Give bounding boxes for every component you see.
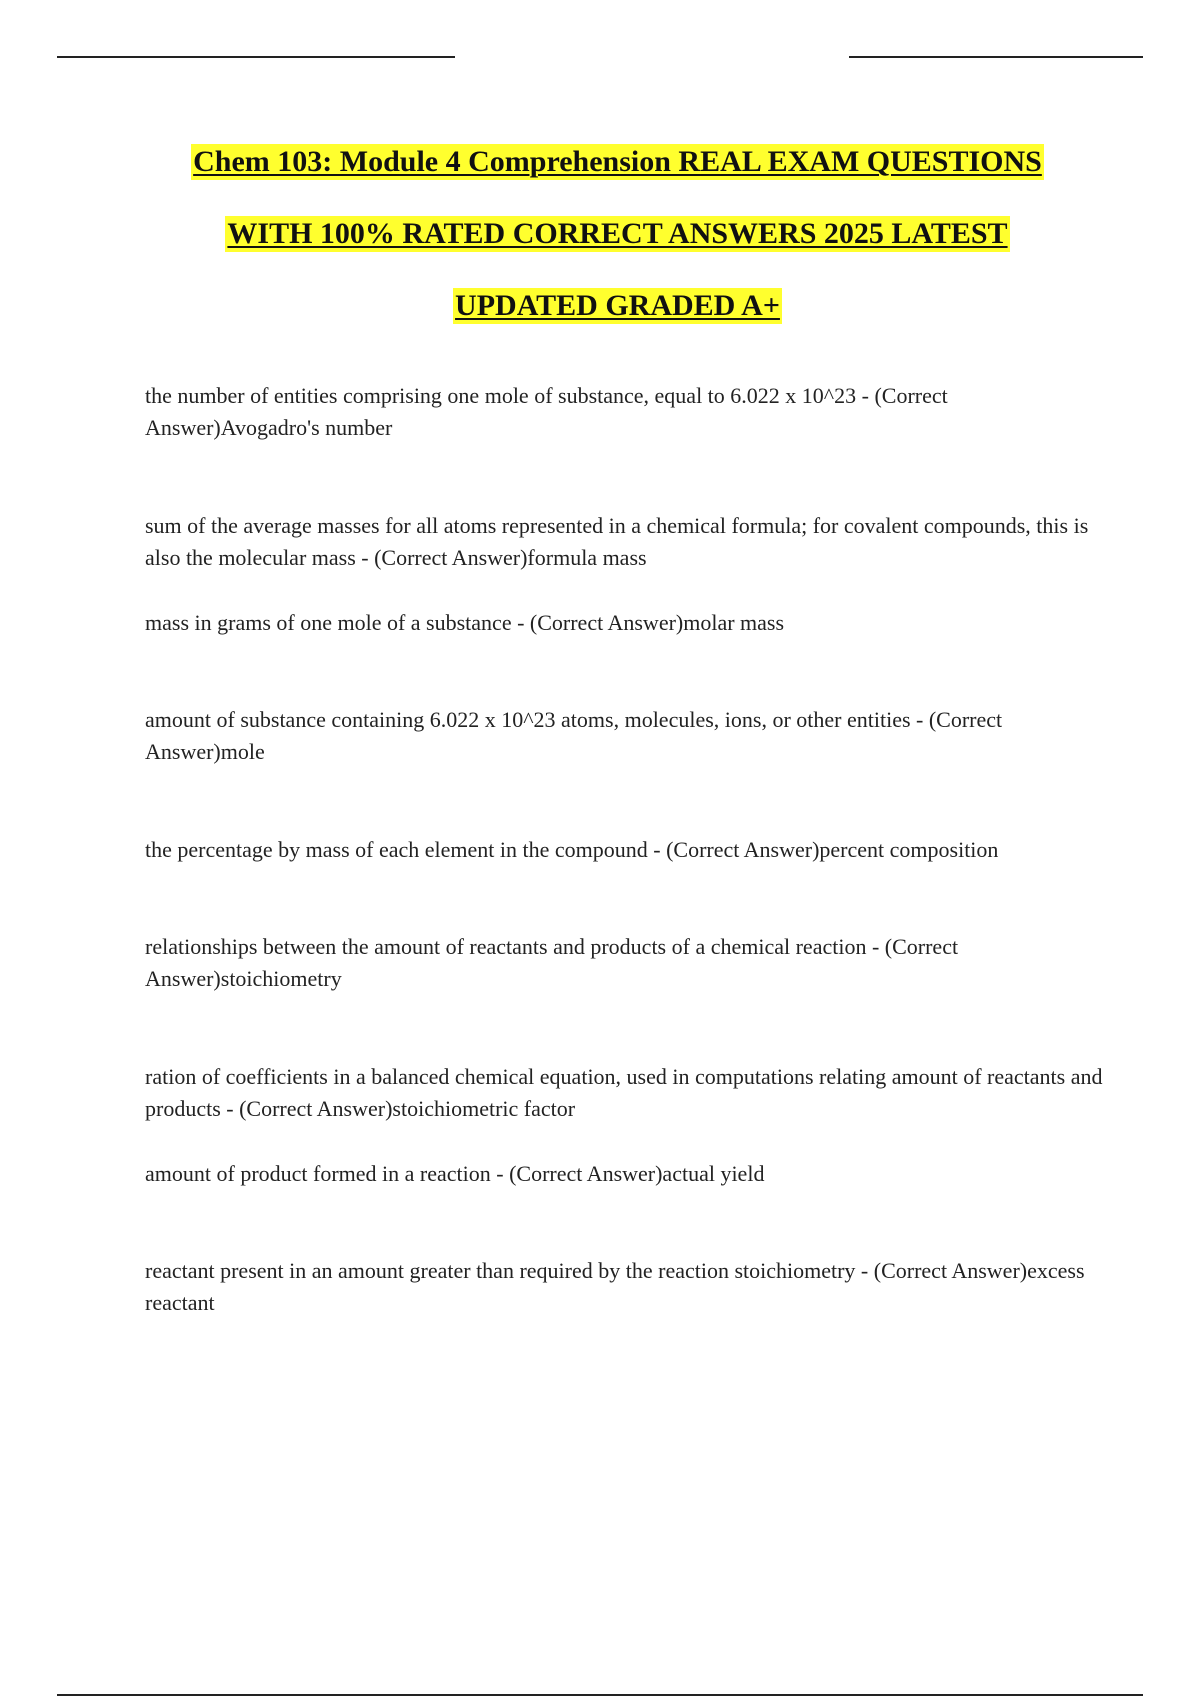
header-rule-right	[849, 56, 1143, 58]
qa-entry-excess-reactant: reactant present in an amount greater than required by the reaction stoichiometry - (Correct Answer)excess reactant	[145, 1258, 1085, 1315]
qa-entry-avogadro: the number of entities comprising one mole of substance, equal to 6.022 x 10^23 - (Correct Answer)Avogadro's number	[145, 383, 948, 440]
title-line-3: UPDATED GRADED A+	[455, 289, 780, 322]
qa-entry-formula-mass: sum of the average masses for all atoms represented in a chemical formula; for covalent compounds, this is also the molecular mass - (Correct Answer)formula mass	[145, 513, 1089, 570]
qa-entry-mole: amount of substance containing 6.022 x 10^23 atoms, molecules, ions, or other entities - (Correct Answer)mole	[145, 707, 1003, 764]
qa-entry-stoichiometry: relationships between the amount of reactants and products of a chemical reaction - (Correct Answer)stoichiometry	[145, 934, 959, 991]
header-rule-left	[57, 56, 455, 58]
qa-list	[145, 380, 1105, 1319]
qa-entry-molar-mass: mass in grams of one mole of a substance - (Correct Answer)molar mass	[145, 610, 785, 635]
document-title	[100, 144, 1135, 360]
qa-entry-percent-composition: the percentage by mass of each element in the compound - (Correct Answer)percent composition	[145, 837, 999, 862]
qa-entry-actual-yield: amount of product formed in a reaction - (Correct Answer)actual yield	[145, 1161, 765, 1186]
footer-rule	[57, 1694, 1143, 1696]
qa-entry-stoichiometric-factor: ration of coefficients in a balanced chemical equation, used in computations relating amount of reactants and products - (Correct Answer)stoichiometric factor	[145, 1064, 1103, 1121]
title-line-1: Chem 103: Module 4 Comprehension REAL EXAM QUESTIONS	[193, 145, 1042, 178]
title-line-2: WITH 100% RATED CORRECT ANSWERS 2025 LATEST	[227, 217, 1008, 250]
